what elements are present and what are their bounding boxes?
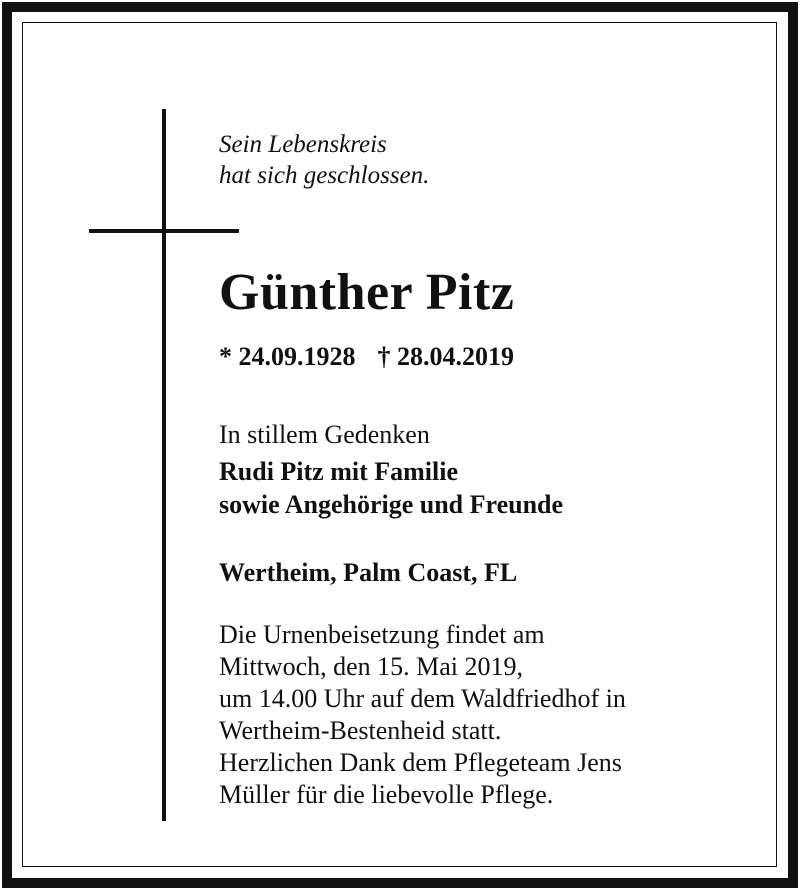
inner-border	[22, 22, 777, 867]
burial-line-4: Wertheim-Bestenheid statt.	[219, 716, 502, 745]
deceased-name: Günther Pitz	[219, 264, 515, 321]
burial-line-1: Die Urnenbeisetzung findet am	[219, 620, 545, 649]
burial-info	[219, 619, 626, 811]
places: Wertheim, Palm Coast, FL	[219, 558, 518, 587]
death-date: † 28.04.2019	[377, 342, 514, 371]
mourning-intro: In stillem Gedenken	[219, 420, 430, 449]
motto	[219, 129, 429, 191]
life-dates	[219, 341, 514, 373]
burial-line-5: Herzlichen Dank dem Pflegeteam Jens	[219, 748, 622, 777]
burial-line-6: Müller für die liebevolle Pflege.	[219, 780, 554, 809]
mourners-line-1: Rudi Pitz mit Familie	[219, 457, 459, 486]
mourners-line-2: sowie Angehörige und Freunde	[219, 490, 564, 519]
outer-frame	[2, 2, 798, 888]
motto-line-2: hat sich geschlossen.	[219, 162, 430, 189]
motto-line-1: Sein Lebenskreis	[219, 131, 387, 158]
birth-date: * 24.09.1928	[219, 342, 356, 371]
burial-line-2: Mittwoch, den 15. Mai 2019,	[219, 652, 524, 681]
cross-icon-vertical-bar	[162, 109, 166, 821]
notice-card	[12, 12, 788, 878]
burial-line-3: um 14.00 Uhr auf dem Waldfriedhof in	[219, 684, 626, 713]
cross-icon-horizontal-bar	[89, 229, 239, 233]
mourners	[219, 455, 563, 521]
